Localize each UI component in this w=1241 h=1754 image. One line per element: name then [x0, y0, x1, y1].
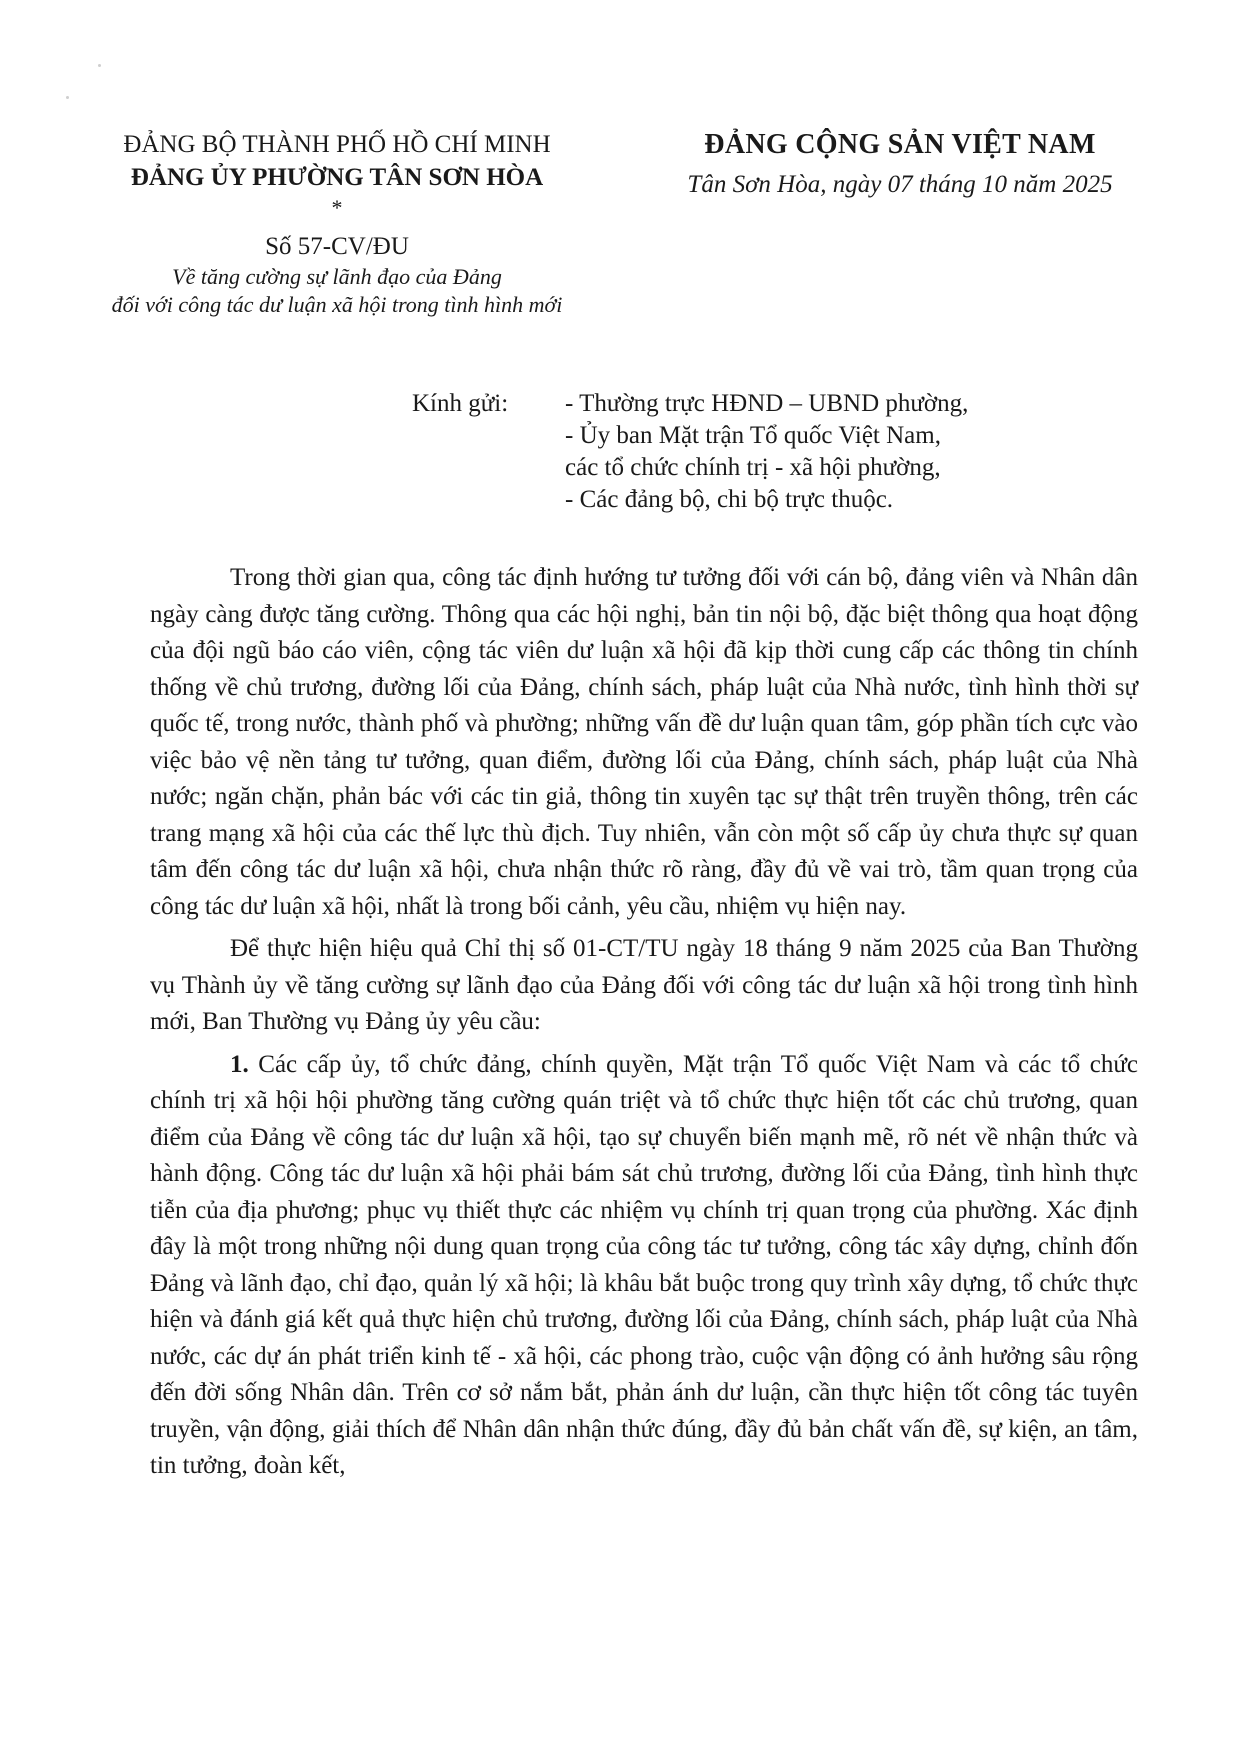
document-number: Số 57-CV/ĐU — [265, 233, 409, 260]
recipient-item: - Thường trực HĐND – UBND phường, — [565, 390, 969, 417]
party-header-block — [640, 126, 1160, 202]
document-body — [150, 560, 1138, 1491]
document-subject-line-1: Về tăng cường sự lãnh đạo của Đảng — [172, 264, 502, 289]
scan-speck — [98, 64, 101, 67]
issuing-organization: ĐẢNG ỦY PHƯỜNG TÂN SƠN HÒA — [130, 164, 544, 191]
recipients-label: Kính gửi: — [412, 390, 509, 417]
parent-organization: ĐẢNG BỘ THÀNH PHỐ HỒ CHÍ MINH — [123, 131, 551, 158]
star-mark: * — [331, 195, 343, 220]
recipient-item: - Ủy ban Mặt trận Tổ quốc Việt Nam, — [565, 422, 941, 449]
party-name: ĐẢNG CỘNG SẢN VIỆT NAM — [704, 129, 1096, 160]
place-and-date: Tân Sơn Hòa, ngày 07 tháng 10 năm 2025 — [687, 171, 1113, 198]
item-text: Các cấp ủy, tổ chức đảng, chính quyền, Mặt trận Tổ quốc Việt Nam và các tổ chức chính trị xã hội hội phường tăng cường quán triệt và tổ chức thực hiện tốt các chủ trương, quan điểm của Đảng về công tác dư luận xã hội, tạo sự chuyển biến mạnh mẽ, rõ nét về nhận thức và hành động. Công tác dư luận xã hội phải bám sát chủ trương, đường lối của Đảng, tình hình thực tiễn của địa phương; phục vụ thiết thực các nhiệm vụ chính trị quan trọng của phường. Xác định đây là một trong những nội dung quan trọng của công tác tư tưởng, công tác xây dựng, chỉnh đốn Đảng và lãnh đạo, chỉ đạo, quản lý xã hội; là khâu bắt buộc trong quy trình xây dựng, tổ chức thực hiện và đánh giá kết quả thực hiện chủ trương, đường lối của Đảng, chính sách, pháp luật của Nhà nước, các dự án phát triển kinh tế - xã hội, các phong trào, cuộc vận động có ảnh hưởng sâu rộng đến đời sống Nhân dân. Trên cơ sở nắm bắt, phản ánh dư luận, cần thực hiện tốt công tác tuyên truyền, vận động, giải thích để Nhân dân nhận thức đúng, đầy đủ bản chất vấn đề, sự kiện, an tâm, tin tưởng, đoàn kết, — [150, 1050, 1139, 1479]
recipient-item: các tổ chức chính trị - xã hội phường, — [565, 454, 941, 481]
issuing-authority-block — [72, 128, 602, 319]
body-paragraph-1: Trong thời gian qua, công tác định hướng tư tưởng đối với cán bộ, đảng viên và Nhân dân ngày càng được tăng cường. Thông qua các hội nghị, bản tin nội bộ, đặc biệt thông qua hoạt động của đội ngũ báo cáo viên, cộng tác viên dư luận xã hội đã kịp thời cung cấp các thông tin chính thống về chủ trương, đường lối của Đảng, chính sách, pháp luật của Nhà nước, tình hình thời sự quốc tế, trong nước, thành phố và phường; những vấn đề dư luận quan tâm, góp phần tích cực vào việc bảo vệ nền tảng tư tưởng, quan điểm, đường lối của Đảng, chính sách, pháp luật của Nhà nước; ngăn chặn, phản bác với các tin giả, thông tin xuyên tạc sự thật trên truyền thông, trên các trang mạng xã hội của các thế lực thù địch. Tuy nhiên, vẫn còn một số cấp ủy chưa thực sự quan tâm đến công tác dư luận xã hội, chưa nhận thức rõ ràng, đầy đủ về vai trò, tầm quan trọng của công tác dư luận xã hội, nhất là trong bối cảnh, yêu cầu, nhiệm vụ hiện nay. — [150, 564, 1138, 920]
item-number: 1. — [230, 1050, 249, 1078]
document-subject-line-2: đối với công tác dư luận xã hội trong tình hình mới — [111, 292, 563, 317]
recipient-item: - Các đảng bộ, chi bộ trực thuộc. — [565, 486, 894, 513]
scan-speck — [66, 96, 69, 99]
body-item-1 — [150, 1047, 1138, 1485]
recipients-block — [412, 388, 1052, 516]
body-paragraph-2: Để thực hiện hiệu quả Chỉ thị số 01-CT/TU ngày 18 tháng 9 năm 2025 của Ban Thường vụ Thành ủy về tăng cường sự lãnh đạo của Đảng đối với công tác dư luận xã hội trong tình hình mới, Ban Thường vụ Đảng ủy yêu cầu: — [150, 935, 1138, 1035]
